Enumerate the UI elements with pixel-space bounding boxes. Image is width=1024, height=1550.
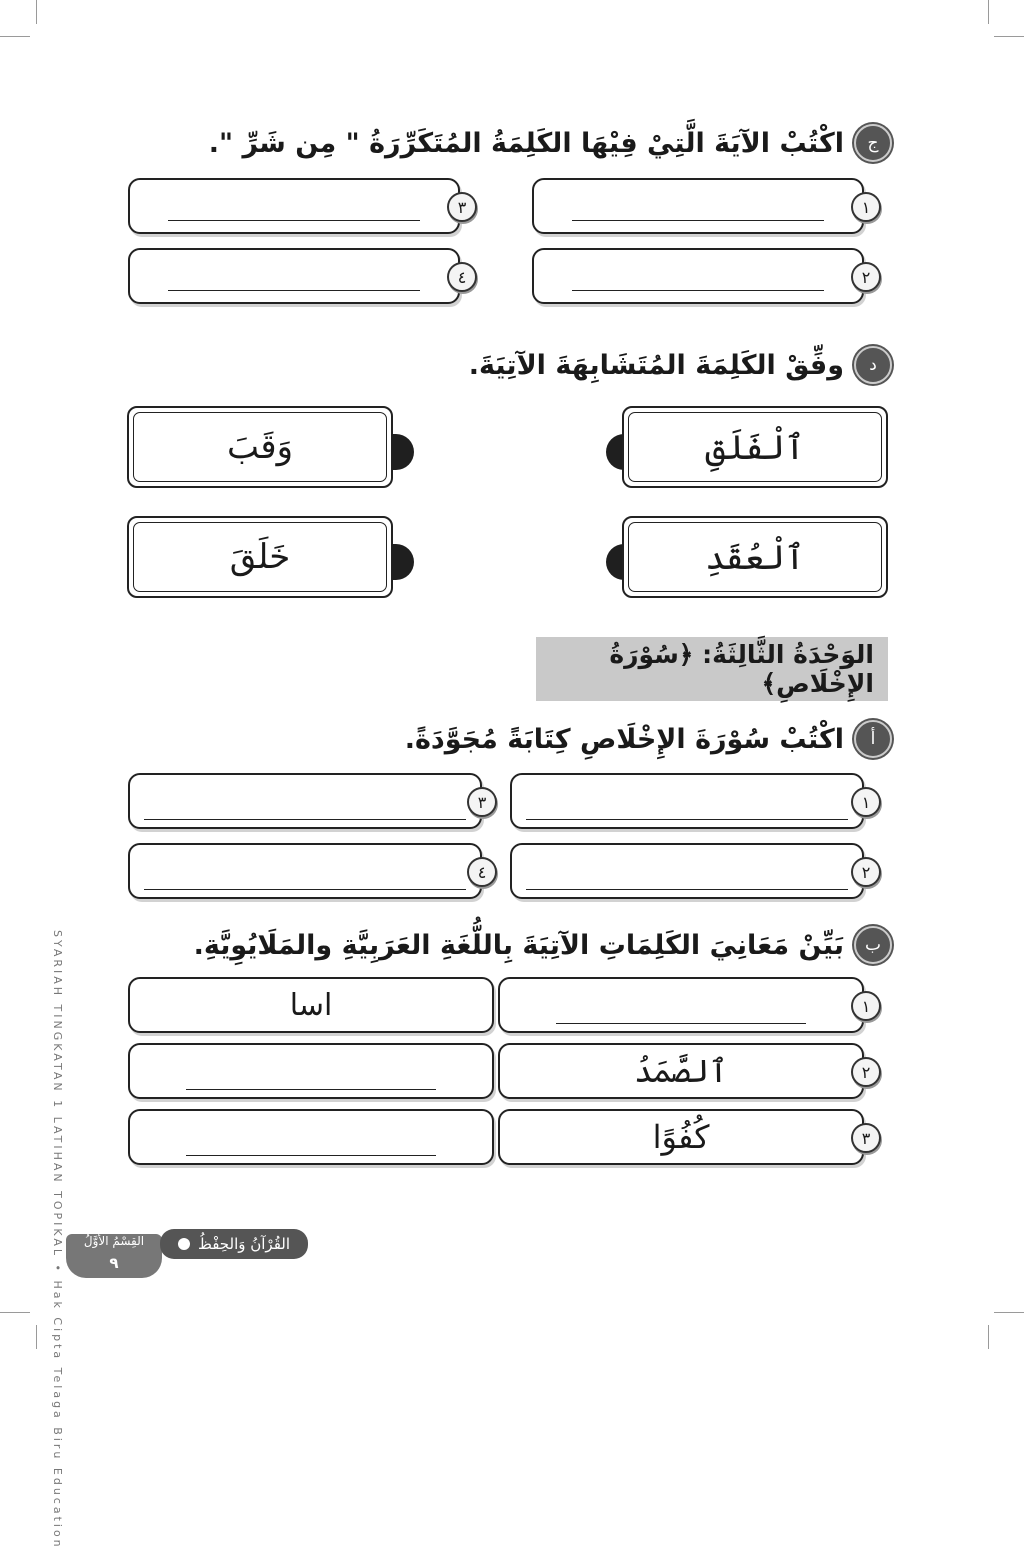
word-text: ٱلْفَلَقِ <box>628 412 882 482</box>
meaning-box-right-3[interactable] <box>498 1109 864 1165</box>
question-text: وفِّقْ الكَلِمَةَ المُتَشَابِهَةَ الآتِيَةَ. <box>468 349 844 381</box>
answer-box-3[interactable] <box>128 178 460 234</box>
word-box-right-1[interactable] <box>622 406 888 488</box>
answer-line <box>144 819 466 820</box>
word-text: خَلَقَ <box>133 522 387 592</box>
question-d-title <box>469 346 892 384</box>
word-text: كُفُوًا <box>652 1118 710 1156</box>
answer-box-2[interactable] <box>510 843 864 899</box>
unit-heading: الوَحْدَةُ الثَّالِثَةُ: ﴿سُوْرَةُ الإِخْلَاصِ﴾ <box>536 637 888 701</box>
answer-line <box>168 220 420 221</box>
item-number: ٤ <box>447 262 477 292</box>
item-number: ١ <box>851 991 881 1021</box>
question-text: بَيِّنْ مَعَانِيَ الكَلِمَاتِ الآتِيَةَ بِاللُّغَةِ العَرَبِيَّةِ والمَلَايُوِيَّةِ. <box>193 929 844 961</box>
answer-box-4[interactable] <box>128 248 460 304</box>
footer-chapter-text: القُرْآنُ وَالحِفْظُ <box>197 1235 291 1253</box>
crop-mark <box>36 0 37 24</box>
question-b-title <box>194 926 892 964</box>
answer-line <box>572 290 824 291</box>
crop-mark <box>0 36 30 37</box>
item-number: ٣ <box>447 192 477 222</box>
crop-mark <box>988 0 989 24</box>
item-number: ٢ <box>851 857 881 887</box>
footer-chapter-pill <box>160 1229 308 1259</box>
answer-box-1[interactable] <box>510 773 864 829</box>
footer-section-badge <box>66 1234 162 1278</box>
meaning-box-left-3[interactable] <box>128 1109 494 1165</box>
answer-box-2[interactable] <box>532 248 864 304</box>
answer-line <box>168 290 420 291</box>
footer-section-label: القِسْمُ الأَوَّلُ <box>83 1234 145 1248</box>
word-text: وَقَبَ <box>133 412 387 482</box>
crop-mark <box>994 36 1024 37</box>
meaning-box-right-2[interactable] <box>498 1043 864 1099</box>
meaning-box-right-1[interactable] <box>498 977 864 1033</box>
item-number: ١ <box>851 192 881 222</box>
word-text: ٱلصَّمَدُ <box>634 1052 728 1090</box>
answer-line <box>556 1023 806 1024</box>
question-j-title <box>209 124 892 162</box>
answer-line <box>186 1089 436 1090</box>
bullet-dot-icon <box>178 1238 190 1250</box>
word-box-right-2[interactable] <box>622 516 888 598</box>
answer-line <box>572 220 824 221</box>
crop-mark <box>0 1312 30 1313</box>
answer-box-4[interactable] <box>128 843 482 899</box>
crop-mark <box>994 1312 1024 1313</box>
answer-line <box>144 889 466 890</box>
question-badge: أ <box>854 720 892 758</box>
question-badge: ج <box>854 124 892 162</box>
page-number: ٩ <box>109 1254 119 1272</box>
meaning-box-left-1[interactable] <box>128 977 494 1033</box>
crop-mark <box>988 1325 989 1349</box>
meaning-box-left-2[interactable] <box>128 1043 494 1099</box>
item-number: ٣ <box>467 787 497 817</box>
word-text: ٱلْعُقَدِ <box>628 522 882 592</box>
match-connector-right[interactable] <box>392 544 414 580</box>
question-text: اكْتُبْ سُوْرَةَ الإِخْلَاصِ كِتَابَةً مُجَوَّدَةً. <box>404 723 844 755</box>
answer-line <box>526 889 848 890</box>
question-text: اكْتُبْ الآيَةَ الَّتِيْ فِيْهَا الكَلِمَةُ المُتَكَرِّرَةُ " مِن شَرِّ ". <box>208 127 844 159</box>
answer-box-1[interactable] <box>532 178 864 234</box>
match-connector-right[interactable] <box>392 434 414 470</box>
word-box-left-2[interactable] <box>127 516 393 598</box>
item-number: ١ <box>851 787 881 817</box>
crop-mark <box>36 1325 37 1349</box>
item-number: ٤ <box>467 857 497 887</box>
answer-line <box>526 819 848 820</box>
answer-line <box>186 1155 436 1156</box>
question-badge: د <box>854 346 892 384</box>
question-a-title <box>405 720 892 758</box>
item-number: ٢ <box>851 1057 881 1087</box>
answer-box-3[interactable] <box>128 773 482 829</box>
item-number: ٢ <box>851 262 881 292</box>
question-badge: ب <box>854 926 892 964</box>
word-box-left-1[interactable] <box>127 406 393 488</box>
item-number: ٣ <box>851 1123 881 1153</box>
meaning-text: اسا <box>289 987 333 1023</box>
side-copyright-text: SYARIAH TINGKATAN 1 LATIHAN TOPIKAL • Hak Cipta Telaga Biru Education <box>51 930 64 1550</box>
